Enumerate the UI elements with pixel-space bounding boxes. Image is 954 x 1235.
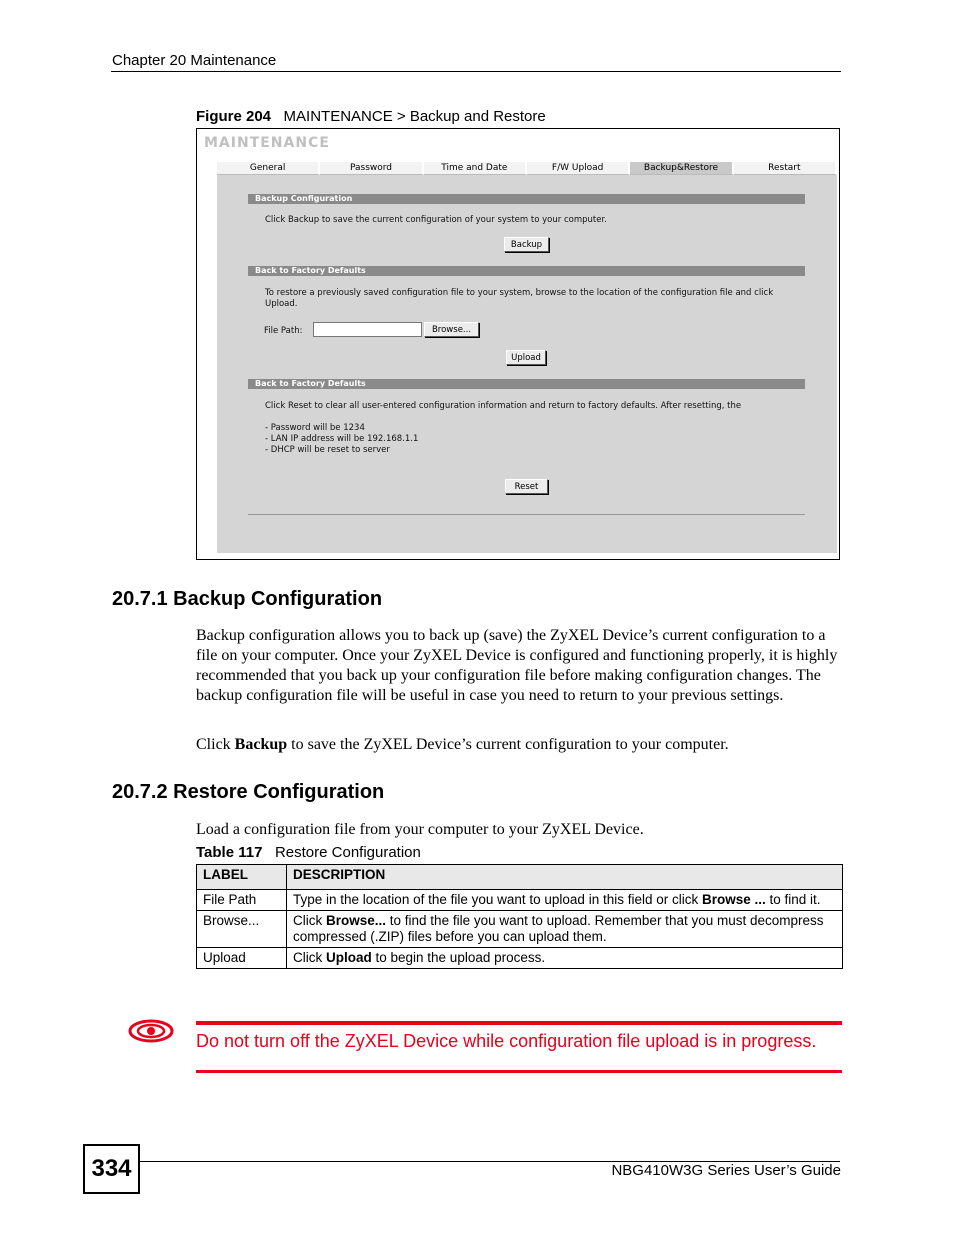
desc-post: to find it.	[765, 892, 821, 907]
factory-item-lan-ip: - LAN IP address will be 192.168.1.1	[265, 434, 419, 444]
file-path-input[interactable]	[313, 322, 422, 337]
figure-title: MAINTENANCE > Backup and Restore	[283, 108, 546, 125]
desc-post: to find the file you want to upload. Remember that you must decompress compressed (.ZIP) files before you can upload them.	[293, 913, 824, 944]
tab-backup-restore[interactable]: Backup&Restore	[630, 162, 733, 175]
page-number: 334	[83, 1144, 140, 1194]
table-cell-description	[287, 911, 843, 948]
tab-time-and-date[interactable]: Time and Date	[424, 162, 527, 175]
click-pre: Click	[196, 736, 235, 753]
table-cell-label: Upload	[197, 948, 287, 969]
desc-pre: Type in the location of the file you want to upload in this field or click	[293, 892, 702, 907]
table-header-row	[197, 865, 843, 890]
table-caption	[196, 844, 421, 861]
file-path-label: File Path:	[264, 326, 303, 336]
table-row	[197, 948, 843, 969]
factory-instructions: Click Reset to clear all user-entered configuration information and return to factory defaults. After resetting, the	[265, 401, 742, 411]
desc-pre: Click	[293, 913, 326, 928]
table-label: Table 117	[196, 844, 263, 861]
guide-title: NBG410W3G Series User’s Guide	[611, 1162, 841, 1179]
table-header-label: LABEL	[197, 865, 287, 890]
tab-general[interactable]: General	[217, 162, 320, 175]
desc-bold: Browse...	[326, 913, 387, 928]
chapter-header: Chapter 20 Maintenance	[112, 52, 277, 69]
figure-label: Figure 204	[196, 108, 272, 125]
table-cell-description	[287, 890, 843, 911]
desc-bold: Browse ...	[701, 892, 766, 907]
restore-instructions: To restore a previously saved configuration file to your system, browse to the location of the configuration file and click Upload.	[265, 288, 774, 309]
desc-post: to begin the upload process.	[371, 950, 546, 965]
section-heading-restore: 20.7.2 Restore Configuration	[112, 781, 385, 803]
table-row	[197, 911, 843, 948]
table-title: Restore Configuration	[274, 844, 421, 861]
browse-button[interactable]: Browse...	[424, 322, 479, 337]
table-cell-label: File Path	[197, 890, 287, 911]
restore-paragraph: Load a configuration file from your computer to your ZyXEL Device.	[196, 821, 644, 838]
eye-warning-icon	[127, 1016, 175, 1046]
click-post: to save the ZyXEL Device’s current configuration to your computer.	[287, 736, 729, 753]
warning-bottom-rule	[196, 1070, 842, 1073]
table-row	[197, 890, 843, 911]
table-cell-label: Browse...	[197, 911, 287, 948]
panel-divider	[248, 514, 805, 515]
section-heading-backup: 20.7.1 Backup Configuration	[112, 588, 383, 610]
desc-bold: Upload	[326, 950, 372, 965]
factory-item-dhcp: - DHCP will be reset to server	[265, 445, 390, 455]
backup-button[interactable]: Backup	[504, 237, 549, 252]
factory-item-password: - Password will be 1234	[265, 423, 365, 433]
warning-text: Do not turn off the ZyXEL Device while configuration file upload is in progress.	[196, 1031, 817, 1051]
maintenance-tabs	[217, 162, 837, 175]
reset-button[interactable]: Reset	[505, 479, 548, 494]
backup-paragraph: Backup configuration allows you to back up (save) the ZyXEL Device’s current configuration to a file on your computer. Once your ZyXEL Device is configured and functioning properly, it is highly recommended that you back up your configuration file before making configuration changes. The backup configuration file will be useful in case you need to return to your previous settings.	[196, 627, 838, 704]
figure-caption	[196, 108, 546, 125]
tab-fw-upload[interactable]: F/W Upload	[527, 162, 630, 175]
backup-click-paragraph	[196, 735, 842, 755]
factory-section-heading: Back to Factory Defaults	[248, 379, 805, 389]
warning-top-rule	[196, 1021, 842, 1025]
tab-restart[interactable]: Restart	[734, 162, 837, 175]
upload-button[interactable]: Upload	[506, 350, 546, 365]
restore-section-heading: Back to Factory Defaults	[248, 266, 805, 276]
table-cell-description	[287, 948, 843, 969]
backup-section-heading: Backup Configuration	[248, 194, 805, 204]
backup-instructions: Click Backup to save the current configuration of your system to your computer.	[265, 215, 607, 225]
click-bold: Backup	[234, 736, 288, 753]
header-rule	[111, 71, 841, 72]
table-header-description: DESCRIPTION	[287, 865, 843, 890]
tab-password[interactable]: Password	[320, 162, 423, 175]
desc-pre: Click	[293, 950, 326, 965]
maintenance-title: MAINTENANCE	[204, 135, 330, 151]
restore-table	[196, 864, 843, 969]
